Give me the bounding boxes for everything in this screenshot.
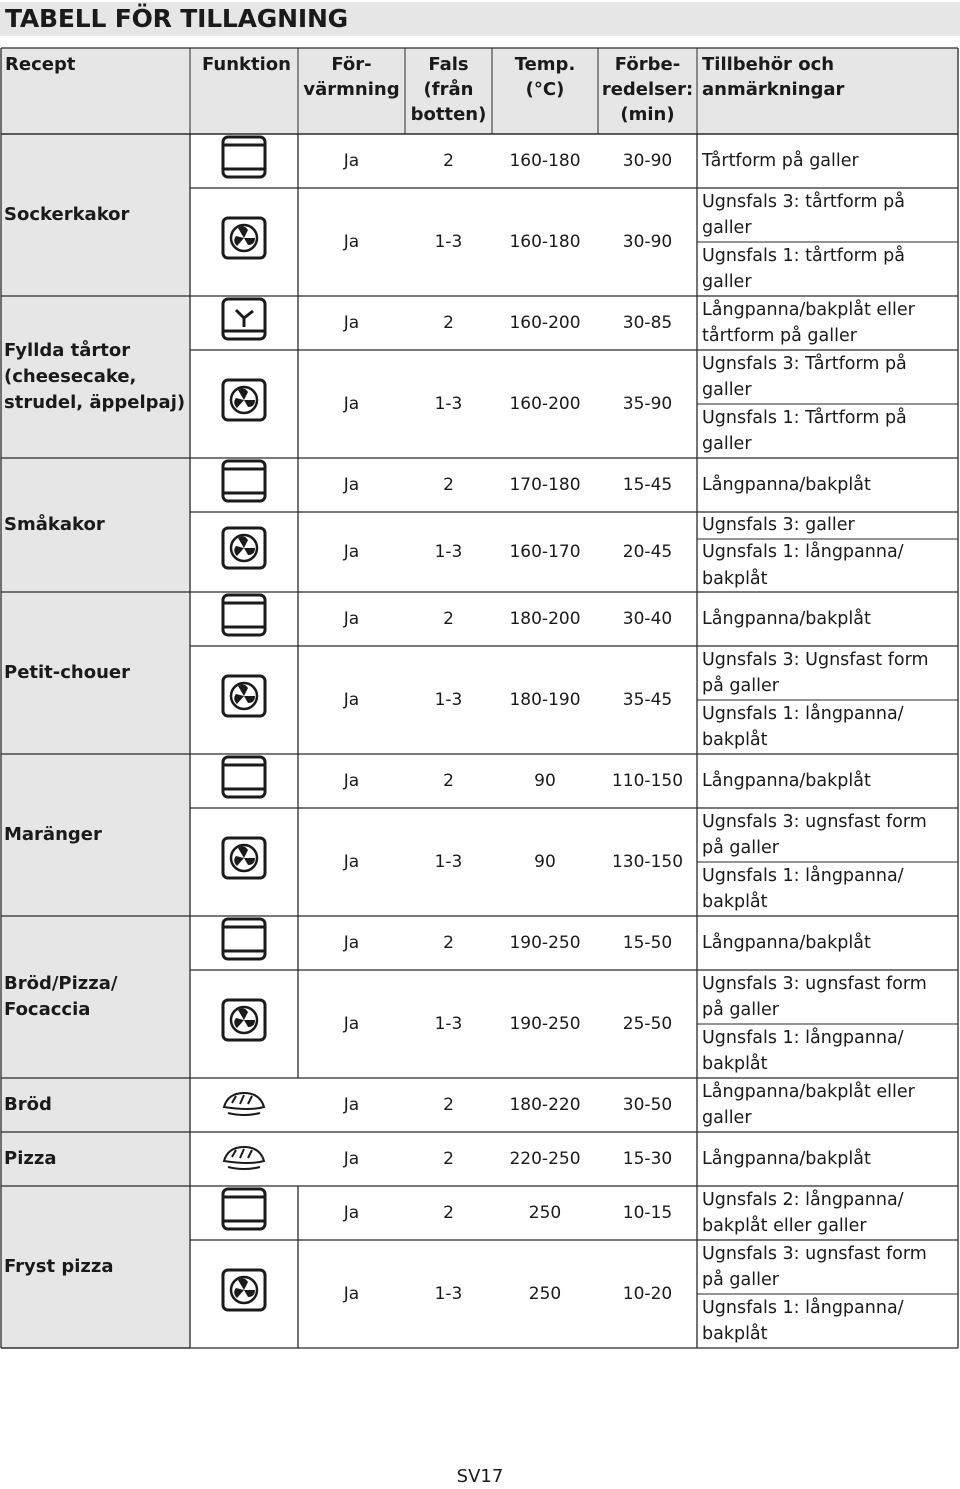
temperature-value-text: 180-220 [509,1095,581,1115]
note-text [697,646,958,700]
time-value-text: 15-50 [622,933,673,953]
time-value-text: 25-50 [622,1014,673,1034]
shelf-value [405,350,492,458]
header-forvarmning-text: För- värmning [303,54,400,100]
preheat-value-text: Ja [343,690,360,710]
conventional-oven-icon [190,754,298,808]
note-text-text: Långpanna/bakplåt [702,1148,871,1169]
note-text-text: Ugnsfals 1: Tårtform på galler [702,407,907,454]
fan-oven-icon [190,646,298,754]
temperature-value-text: 160-180 [509,151,581,171]
note-text-text: Tårtform på galler [702,150,859,171]
time-value [598,970,697,1078]
temperature-value [492,134,598,188]
temperature-value [492,1240,598,1348]
time-value [598,808,697,916]
temperature-value-text: 180-200 [509,609,581,629]
note-text [697,1078,958,1132]
recipe-name-text: Fryst pizza [4,1256,114,1277]
recipe-name [0,916,190,1078]
recipe-name [0,1078,190,1132]
bread-pizza-icon [220,1081,268,1129]
shelf-value [405,1240,492,1348]
note-text [697,808,958,862]
temperature-value [492,646,598,754]
time-value [598,350,697,458]
temperature-value [492,592,598,646]
preheat-value-text: Ja [343,475,360,495]
shelf-value-text: 2 [443,1203,454,1223]
note-text [697,862,958,916]
note-text-text: Ugnsfals 1: långpanna/ bakplåt [702,542,904,589]
shelf-value-text: 1-3 [434,690,463,710]
note-text-text: Långpanna/bakplåt [702,474,871,495]
temperature-value [492,512,598,592]
temperature-value [492,754,598,808]
note-text [697,1294,958,1348]
shelf-value-text: 1-3 [434,394,463,414]
convection-bake-icon [190,296,298,350]
shelf-value-text: 2 [443,609,454,629]
note-text [697,458,958,512]
preheat-value-text: Ja [343,771,360,791]
conventional-oven-icon [190,1186,298,1240]
note-text [697,134,958,188]
note-text-text: Ugnsfals 3: ugnsfast form på galler [702,973,927,1020]
note-text-text: Långpanna/bakplåt [702,608,871,629]
time-value-text: 20-45 [622,542,673,562]
shelf-value [405,296,492,350]
fan-oven-icon [220,1266,268,1322]
time-value-text: 15-45 [622,475,673,495]
shelf-value [405,970,492,1078]
note-text-text: Ugnsfals 3: ugnsfast form på galler [702,811,927,858]
temperature-value-text: 90 [534,852,556,872]
conventional-oven-icon [190,134,298,188]
note-text [697,404,958,458]
shelf-value [405,592,492,646]
note-text [697,512,958,539]
shelf-value [405,1132,492,1186]
time-value-text: 30-85 [622,313,673,333]
recipe-name-text: Maränger [4,824,102,845]
recipe-name-text: Pizza [4,1148,57,1169]
time-value-text: 15-30 [622,1149,673,1169]
recipe-name [0,458,190,592]
temperature-value [492,1132,598,1186]
preheat-value [298,970,405,1078]
note-text-text: Ugnsfals 1: långpanna/ bakplåt [702,703,904,750]
temperature-value [492,296,598,350]
temperature-value-text: 220-250 [509,1149,581,1169]
shelf-value-text: 2 [443,1095,454,1115]
preheat-value [298,1240,405,1348]
fan-oven-icon [220,672,268,728]
preheat-value [298,512,405,592]
header-fals [405,48,492,134]
shelf-value-text: 1-3 [434,1014,463,1034]
recipe-name [0,296,190,458]
time-value-text: 30-40 [622,609,673,629]
fan-oven-icon [220,834,268,890]
temperature-value [492,970,598,1078]
note-text [697,592,958,646]
header-fals-text: Fals (från botten) [410,54,487,125]
temperature-value [492,1186,598,1240]
shelf-value-text: 2 [443,933,454,953]
time-value [598,592,697,646]
temperature-value [492,188,598,296]
preheat-value-text: Ja [343,151,360,171]
recipe-name-text: Fyllda tårtor (cheesecake, strudel, äppelpaj) [4,340,186,413]
preheat-value [298,808,405,916]
time-value-text: 35-45 [622,690,673,710]
page-number: SV17 [456,1466,504,1487]
header-forvarmning [298,48,405,134]
preheat-value-text: Ja [343,1014,360,1034]
note-text [697,1024,958,1078]
note-text-text: Ugnsfals 3: ugnsfast form på galler [702,1243,927,1290]
note-text [697,970,958,1024]
time-value [598,1240,697,1348]
time-value [598,916,697,970]
shelf-value [405,458,492,512]
bread-pizza-icon [220,1135,268,1183]
time-value [598,1186,697,1240]
note-text [697,1186,958,1240]
time-value [598,754,697,808]
temperature-value-text: 180-190 [509,690,581,710]
preheat-value-text: Ja [343,1149,360,1169]
shelf-value [405,188,492,296]
note-text-text: Ugnsfals 3: Tårtform på galler [702,353,907,400]
preheat-value-text: Ja [343,313,360,333]
time-value [598,512,697,592]
note-text [697,242,958,296]
fan-oven-icon [220,524,268,580]
recipe-name-text: Småkakor [4,514,105,535]
fan-oven-icon [190,350,298,458]
preheat-value [298,1132,405,1186]
conventional-oven-icon [190,458,298,512]
recipe-name-text: Sockerkakor [4,204,130,225]
time-value-text: 130-150 [611,852,684,872]
temperature-value [492,916,598,970]
time-value-text: 10-20 [622,1284,673,1304]
note-text [697,916,958,970]
preheat-value-text: Ja [343,394,360,414]
fan-oven-icon [190,512,298,592]
preheat-value [298,350,405,458]
time-value [598,134,697,188]
temperature-value-text: 90 [534,771,556,791]
shelf-value-text: 2 [443,771,454,791]
time-value-text: 110-150 [611,771,684,791]
note-text [697,539,958,592]
note-text-text: Ugnsfals 1: långpanna/ bakplåt [702,1027,904,1074]
temperature-value [492,808,598,916]
note-text [697,296,958,350]
header-funktion-text: Funktion [202,54,291,75]
shelf-value [405,808,492,916]
fan-oven-icon [220,376,268,432]
conventional-oven-icon [220,1186,268,1240]
conventional-oven-icon [220,916,268,970]
shelf-value-text: 1-3 [434,232,463,252]
shelf-value [405,916,492,970]
note-text-text: Ugnsfals 3: galler [702,515,855,536]
note-text-text: Ugnsfals 2: långpanna/ bakplåt eller galler [702,1189,904,1236]
recipe-name [0,1186,190,1348]
shelf-value-text: 2 [443,1149,454,1169]
note-text-text: Ugnsfals 1: långpanna/ bakplåt [702,1297,904,1344]
header-forberedelser [598,48,697,134]
note-text-text: Långpanna/bakplåt eller galler [702,1081,915,1128]
shelf-value [405,754,492,808]
preheat-value-text: Ja [343,232,360,252]
shelf-value [405,512,492,592]
time-value-text: 10-15 [622,1203,673,1223]
note-text-text: Ugnsfals 1: tårtform på galler [702,245,905,292]
time-value [598,296,697,350]
recipe-name [0,134,190,296]
convection-bake-icon [220,296,268,350]
note-text [697,700,958,754]
time-value-text: 30-50 [622,1095,673,1115]
note-text-text: Långpanna/bakplåt [702,770,871,791]
shelf-value-text: 1-3 [434,1284,463,1304]
preheat-value [298,1078,405,1132]
shelf-value-text: 1-3 [434,542,463,562]
conventional-oven-icon [220,134,268,188]
header-tillbehor [697,48,958,134]
temperature-value [492,1078,598,1132]
shelf-value [405,646,492,754]
temperature-value-text: 160-170 [509,542,581,562]
shelf-value [405,1078,492,1132]
temperature-value-text: 190-250 [509,1014,581,1034]
time-value-text: 35-90 [622,394,673,414]
preheat-value [298,754,405,808]
note-text [697,1240,958,1294]
temperature-value-text: 190-250 [509,933,581,953]
header-forberedelser-text: Förbe- redelser: (min) [601,54,694,125]
preheat-value-text: Ja [343,1284,360,1304]
time-value [598,458,697,512]
time-value [598,646,697,754]
fan-oven-icon [190,1240,298,1348]
note-text [697,754,958,808]
conventional-oven-icon [220,754,268,808]
note-text [697,1132,958,1186]
header-funktion [190,48,298,134]
recipe-name [0,754,190,916]
preheat-value [298,1186,405,1240]
temperature-value-text: 250 [528,1284,562,1304]
note-text-text: Långpanna/bakplåt eller tårtform på galler [702,299,915,346]
recipe-name [0,1132,190,1186]
preheat-value-text: Ja [343,852,360,872]
note-text [697,350,958,404]
preheat-value-text: Ja [343,609,360,629]
recipe-name [0,592,190,754]
temperature-value-text: 160-200 [509,313,581,333]
note-text-text: Ugnsfals 3: tårtform på galler [702,191,905,238]
preheat-value [298,916,405,970]
temperature-value-text: 250 [528,1203,562,1223]
temperature-value-text: 170-180 [509,475,581,495]
preheat-value [298,188,405,296]
shelf-value [405,1186,492,1240]
temperature-value [492,350,598,458]
preheat-value [298,134,405,188]
time-value [598,1078,697,1132]
preheat-value-text: Ja [343,1203,360,1223]
conventional-oven-icon [190,592,298,646]
note-text [697,188,958,242]
temperature-value-text: 160-200 [509,394,581,414]
conventional-oven-icon [220,458,268,512]
shelf-value-text: 1-3 [434,852,463,872]
header-recept [0,48,190,134]
time-value-text: 30-90 [622,232,673,252]
preheat-value [298,296,405,350]
header-temp [492,48,598,134]
shelf-value-text: 2 [443,151,454,171]
fan-oven-icon [190,188,298,296]
fan-oven-icon [190,808,298,916]
fan-oven-icon [220,214,268,270]
preheat-value-text: Ja [343,542,360,562]
conventional-oven-icon [190,916,298,970]
time-value [598,188,697,296]
preheat-value [298,592,405,646]
fan-oven-icon [190,970,298,1078]
recipe-name-text: Bröd [4,1094,52,1115]
shelf-value-text: 2 [443,475,454,495]
preheat-value [298,458,405,512]
header-temp-text: Temp. (°C) [514,54,576,100]
fan-oven-icon [220,996,268,1052]
page-title: TABELL FÖR TILLAGNING [0,2,960,36]
preheat-value [298,646,405,754]
header-recept-text: Recept [5,54,76,75]
time-value [598,1132,697,1186]
temperature-value [492,458,598,512]
conventional-oven-icon [220,592,268,646]
header-tillbehor-text: Tillbehör och anmärkningar [702,54,845,100]
shelf-value-text: 2 [443,313,454,333]
note-text-text: Ugnsfals 3: Ugnsfast form på galler [702,649,929,696]
note-text-text: Långpanna/bakplåt [702,932,871,953]
time-value-text: 30-90 [622,151,673,171]
temperature-value-text: 160-180 [509,232,581,252]
note-text-text: Ugnsfals 1: långpanna/ bakplåt [702,865,904,912]
preheat-value-text: Ja [343,933,360,953]
shelf-value [405,134,492,188]
recipe-name-text: Bröd/Pizza/ Focaccia [4,973,118,1020]
recipe-name-text: Petit-chouer [4,662,130,683]
preheat-value-text: Ja [343,1095,360,1115]
